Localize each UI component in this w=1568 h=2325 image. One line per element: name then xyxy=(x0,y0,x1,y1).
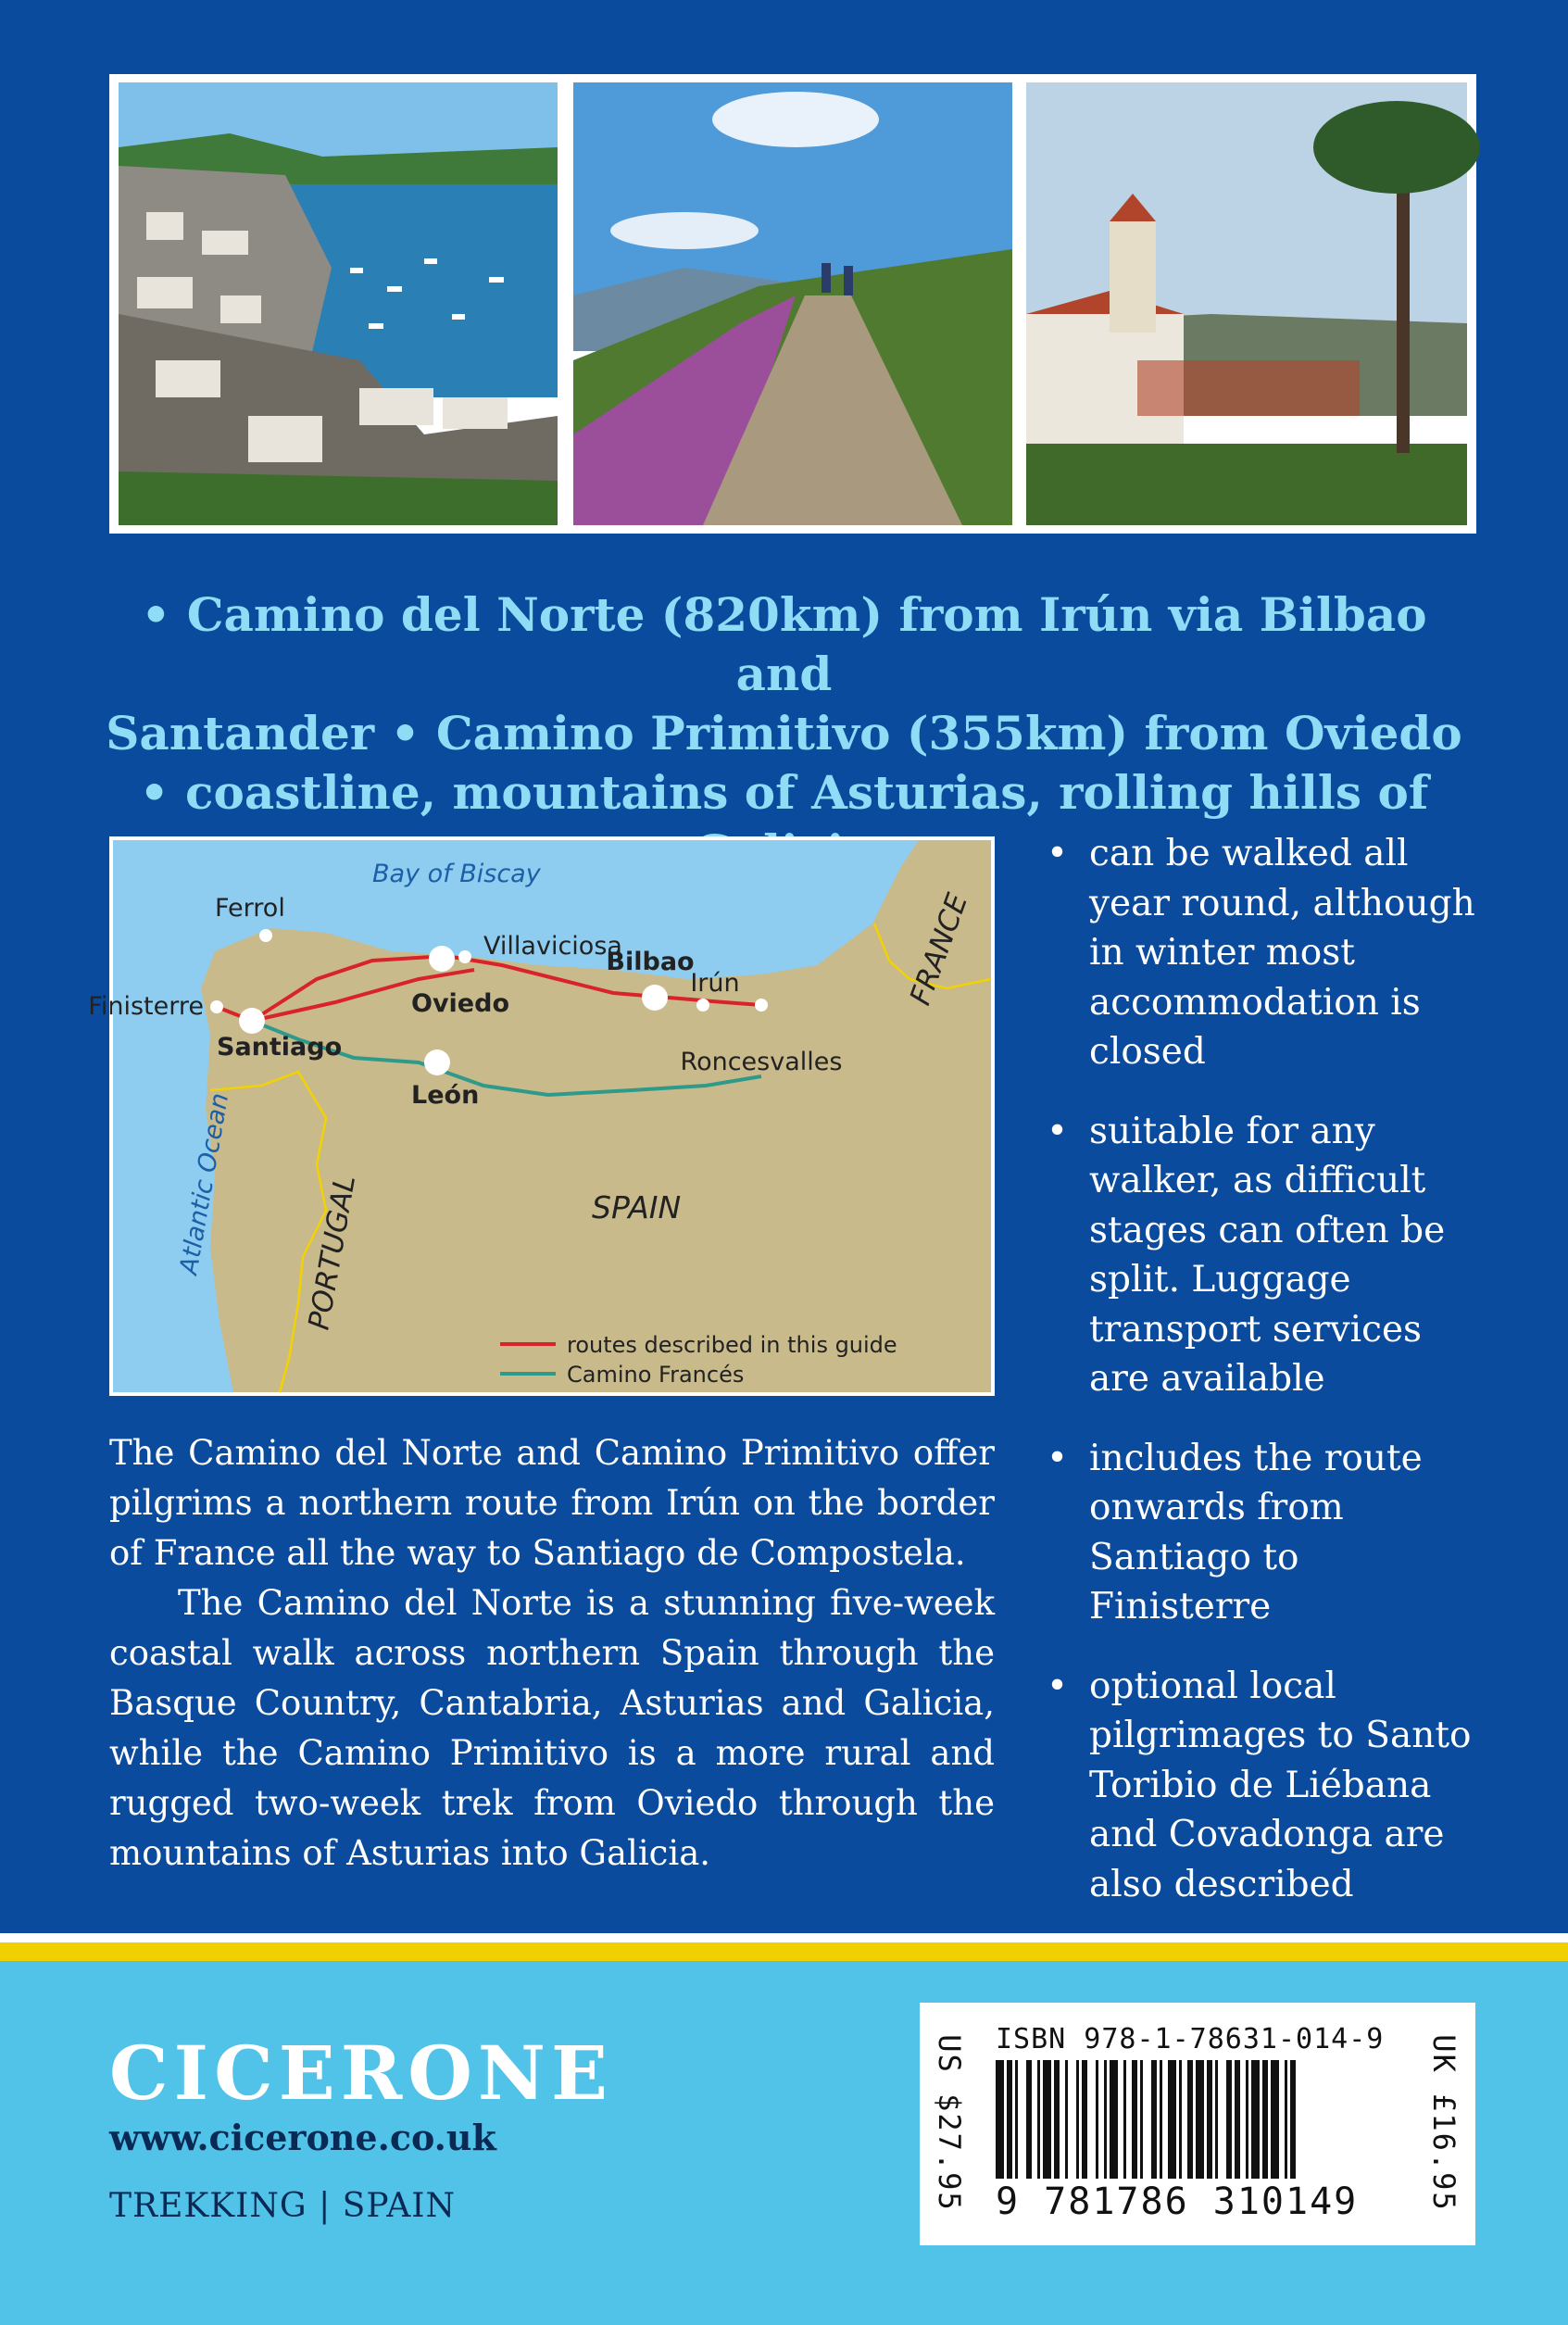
barcode-bar xyxy=(996,2060,1004,2179)
barcode-bar xyxy=(1179,2060,1182,2179)
barcode-bar xyxy=(1015,2060,1018,2179)
map-sea-label: Bay of Biscay xyxy=(372,860,541,888)
barcode-bar xyxy=(1246,2060,1248,2179)
bullet-glyph: • xyxy=(1047,1665,1069,1707)
map-town-bilbao: Bilbao xyxy=(606,948,695,976)
description-text xyxy=(109,1428,995,1879)
publisher-logo: CICERONE xyxy=(109,2030,614,2117)
harbour-town-photo xyxy=(119,82,558,525)
bullet-glyph: • xyxy=(1047,1437,1069,1479)
price-us: US $27.95 xyxy=(932,2034,967,2212)
barcode-bar xyxy=(1196,2060,1204,2179)
barcode-bar xyxy=(1226,2060,1232,2179)
bullet-glyph: • xyxy=(1047,833,1069,874)
barcode-bar xyxy=(1140,2060,1143,2179)
map-town-leon: León xyxy=(411,1081,480,1110)
barcode-bar xyxy=(1151,2060,1157,2179)
route-map-graphic xyxy=(88,840,991,1392)
map-country-portugal: PORTUGAL xyxy=(302,1172,363,1333)
map-town-villaviciosa: Villaviciosa xyxy=(483,932,622,961)
barcode-bar xyxy=(1076,2060,1079,2179)
map-town-santiago: Santiago xyxy=(217,1033,343,1062)
list-item: • suitable for any walker, as difficult stages can often be split. Luggage transport services are available xyxy=(1047,1107,1482,1404)
description-paragraph-2: The Camino del Norte is a stunning five-week coastal walk across northern Spain through the Basque Country, Cantabria, Asturias and Galicia, while the Camino Primitivo is a more rural and rugged two-week trek from Oviedo through the mountains of Asturias into Galicia. xyxy=(109,1583,995,1873)
map-town-roncesvalles: Roncesvalles xyxy=(680,1048,843,1076)
barcode-bar xyxy=(1285,2060,1287,2179)
highlight-line-3: • coastline, mountains of Asturias, rolling hills of xyxy=(139,765,1429,820)
legend-routes-label: routes described in this guide xyxy=(567,1332,897,1358)
barcode-bar xyxy=(1026,2060,1032,2179)
route-map xyxy=(88,836,995,1396)
barcode-bar xyxy=(1262,2060,1268,2179)
barcode-bar xyxy=(1187,2060,1193,2179)
barcode-bar xyxy=(1065,2060,1068,2179)
barcode-bar xyxy=(1215,2060,1218,2179)
divider-white xyxy=(0,1933,1568,1942)
highlight-line-2: Santander • Camino Primitivo (355km) from Oviedo xyxy=(106,706,1462,760)
list-item: • optional local pilgrimages to Santo Toribio de Liébana and Covadonga are also described xyxy=(1047,1662,1482,1910)
feature-bullets xyxy=(1047,829,1482,1939)
barcode-panel xyxy=(920,2003,1475,2245)
bullet-glyph: • xyxy=(1047,1110,1069,1152)
publisher-url: www.cicerone.co.uk xyxy=(109,2117,496,2158)
divider-yellow xyxy=(0,1942,1568,1961)
map-country-spain: SPAIN xyxy=(592,1189,682,1225)
map-country-france: FRANCE xyxy=(903,888,975,1010)
barcode-bar xyxy=(1290,2060,1296,2179)
barcode-bar xyxy=(1207,2060,1212,2179)
barcode-bar xyxy=(1251,2060,1260,2179)
map-ocean-label: Atlantic Ocean xyxy=(174,1090,235,1277)
barcode-bar xyxy=(1096,2060,1098,2179)
barcode-bars xyxy=(996,2060,1399,2179)
barcode-digits: 9 781786 310149 xyxy=(996,2180,1359,2223)
barcode-bar xyxy=(1054,2060,1060,2179)
barcode-bar xyxy=(1132,2060,1137,2179)
barcode-bar xyxy=(1007,2060,1012,2179)
map-town-oviedo: Oviedo xyxy=(411,989,509,1018)
legend-frances-label: Camino Francés xyxy=(567,1362,745,1388)
map-town-ferrol: Ferrol xyxy=(215,894,285,923)
church-pine-photo xyxy=(1026,82,1467,525)
barcode-bar xyxy=(1043,2060,1051,2179)
price-uk: UK £16.95 xyxy=(1426,2034,1461,2212)
list-item: • can be walked all year round, although in winter most accommodation is closed xyxy=(1047,829,1482,1077)
barcode-bar xyxy=(1168,2060,1176,2179)
list-item: • includes the route onwards from Santiago to Finisterre xyxy=(1047,1434,1482,1632)
description-paragraph-1: The Camino del Norte and Camino Primitivo offer pilgrims a northern route from Irún on the border of France all the way to Santiago de Compostela. xyxy=(109,1433,995,1573)
map-town-finisterre: Finisterre xyxy=(88,992,204,1021)
isbn-text: ISBN 978-1-78631-014-9 xyxy=(996,2023,1385,2055)
barcode-bar xyxy=(1104,2060,1107,2179)
photo-strip xyxy=(109,74,1476,534)
barcode-bar xyxy=(1271,2060,1279,2179)
highlight-line-1: • Camino del Norte (820km) from Irún via Bilbao and xyxy=(141,587,1427,701)
barcode-bar xyxy=(1160,2060,1162,2179)
hikers-trail-photo xyxy=(573,82,1012,525)
barcode-bar xyxy=(1110,2060,1118,2179)
barcode-bar xyxy=(1123,2060,1126,2179)
barcode-bar xyxy=(1037,2060,1040,2179)
barcode-bar xyxy=(1082,2060,1087,2179)
barcode-bar xyxy=(1235,2060,1240,2179)
book-category: TREKKING | SPAIN xyxy=(109,2187,456,2225)
map-town-irun: Irún xyxy=(690,969,740,998)
